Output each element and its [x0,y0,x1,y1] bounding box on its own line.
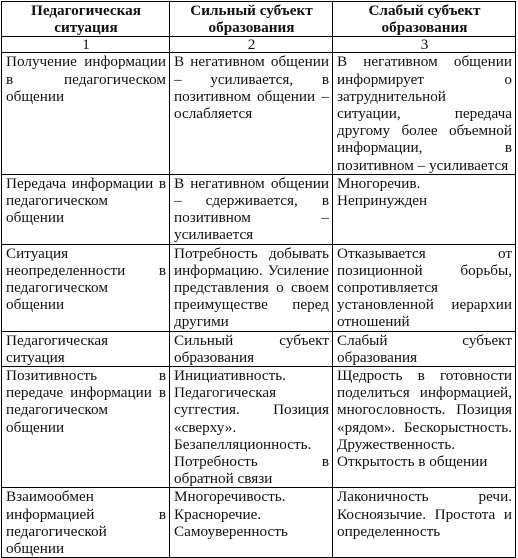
table-cell: Инициативность. Педагогическая суггестия. Позиция «сверху». Безапелляционность. Потребность в обратной связи [170,367,333,488]
column-number: 2 [170,37,333,53]
table-row [2,174,516,244]
table-cell: Потребность добывать информацию. Усиление представления о своем преимуществе перед другими [170,244,333,331]
table-cell: Педагогическая ситуация [2,331,170,366]
table-cell: Многоречивость. Красноречие. Самоуверенность [170,488,333,558]
column-number-row [2,37,516,53]
table-cell: Лаконичность речи. Косноязычие. Простота и определенность [333,488,516,558]
column-number: 3 [333,37,516,53]
table-row [2,488,516,558]
table-row [2,367,516,488]
table-cell: В негативном общении – сдерживается, в позитивном – усиливается [170,174,333,244]
table-row [2,244,516,331]
table-cell: Передача информации в педагогическом общении [2,174,170,244]
table-row [2,53,516,174]
table-cell: Позитивность в передаче информации в педагогическом общении [2,367,170,488]
table-row [2,331,516,366]
table-cell: Щедрость в готовности поделиться информацией, многословность. Позиция «рядом». Бескорыстность. Дружественность. Открытость в общении [333,367,516,488]
column-header: Слабый субъект образования [333,2,516,37]
table-cell: Взаимообмен информацией в педагогической общении [2,488,170,558]
table-cell: Сильный субъект образования [170,331,333,366]
table-cell: Слабый субъект образования [333,331,516,366]
table-cell: Получение информации в педагогическом общении [2,53,170,174]
column-header: Педагогическая ситуация [2,2,170,37]
table-cell: В негативном общении информирует о затруднительной ситуации, передача другому более объемной информации, в позитивном – усиливается [333,53,516,174]
table-header-row [2,2,516,37]
table-cell: Отказывается от позиционной борьбы, сопротивляется установленной иерархии отношений [333,244,516,331]
table-cell: Ситуация неопределенности в педагогическом общении [2,244,170,331]
column-header: Сильный субъект образования [170,2,333,37]
table-cell: Многоречив. Непринужден [333,174,516,244]
column-number: 1 [2,37,170,53]
comparison-table [1,1,516,558]
table-cell: В негативном общении – усиливается, в позитивном общении – ослабляется [170,53,333,174]
